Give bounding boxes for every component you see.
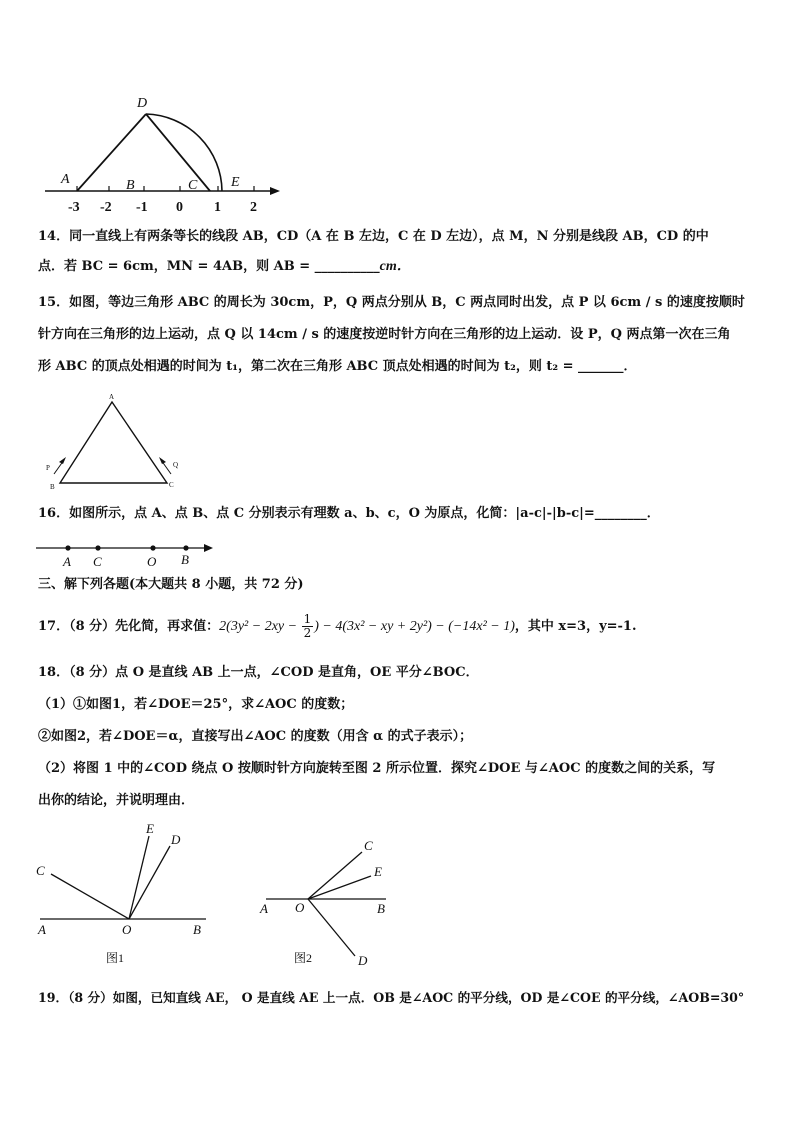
label-E: E (374, 864, 382, 879)
numberline-figure (40, 92, 290, 217)
q14-line1: 14．同一直线上有两条等长的线段 AB，CD（A 在 B 左边，C 在 D 左边），点 M，N 分别是线段 AB，CD 的中 (38, 229, 709, 244)
vertex-A: A (109, 393, 115, 401)
q18-line2: （1）①如图1，若∠DOE＝25°，求∠AOC 的度数； (38, 697, 354, 712)
point-E: E (231, 175, 240, 190)
tick-label: -3 (68, 200, 80, 215)
q18-line1: 18．（8 分）点 O 是直线 AB 上一点，∠COD 是直角，OE 平分∠BOC． (38, 665, 479, 680)
point-B: B (126, 178, 135, 193)
label-C: C (364, 838, 373, 853)
point-B: B (181, 552, 189, 567)
vertex-C: C (169, 481, 174, 489)
section-heading: 三、解下列各题(本大题共 8 小题，共 72 分) (38, 577, 304, 592)
vertex-B: B (50, 483, 55, 491)
tick-label: -1 (136, 200, 148, 215)
point-A: A (61, 172, 70, 187)
label-D: D (171, 832, 181, 847)
point-C: C (93, 554, 102, 569)
label-A: A (260, 901, 268, 916)
tick-label: 2 (250, 200, 257, 215)
point-D: D (137, 96, 148, 111)
point-C: C (188, 178, 198, 193)
label-B: B (193, 922, 201, 937)
point-Q: Q (173, 461, 179, 469)
q14-line2: 点．若 BC = 6cm，MN = 4AB，则 AB = __________cm． (38, 259, 411, 274)
q18-line4: （2）将图 1 中的∠COD 绕点 O 按顺时针方向旋转至图 2 所示位置．探究∠DOE 与∠AOC 的度数之间的关系，写 (38, 761, 716, 776)
tick-label: 1 (214, 200, 221, 215)
label-E: E (146, 821, 154, 836)
q15-line1: 15．如图，等边三角形 ABC 的周长为 30cm，P，Q 两点分别从 B，C 两点同时出发，点 P 以 6cm / s 的速度按顺时 (38, 295, 745, 310)
q16-text: 16．如图所示，点 A、点 B、点 C 分别表示有理数 a、b、c，O 为原点，化简：|a-c|-|b-c|=________． (38, 506, 660, 521)
figure-2-caption: 图2 (294, 951, 313, 965)
figure-2 (258, 830, 408, 975)
label-B: B (377, 901, 385, 916)
q18-line5: 出你的结论，并说明理由． (38, 793, 195, 808)
q18-line3: ②如图2，若∠DOE＝α，直接写出∠AOC 的度数（用含 α 的式子表示）； (38, 729, 473, 744)
q16-numberline (36, 538, 216, 570)
tick-label: -2 (100, 200, 112, 215)
label-D: D (358, 953, 368, 968)
label-C: C (36, 863, 45, 878)
label-O: O (295, 900, 305, 915)
q15-line2: 针方向在三角形的边上运动，点 Q 以 14cm / s 的速度按逆时针方向在三角形的边上运动．设 P，Q 两点第一次在三角 (38, 327, 731, 342)
point-O: O (147, 554, 157, 569)
label-O: O (122, 922, 132, 937)
tick-label: 0 (176, 200, 183, 215)
label-A: A (38, 922, 46, 937)
figure-1 (34, 818, 214, 968)
q17: 17．（8 分）先化简，再求值：2(3y² − 2xy − $\frac{1}{2}$ ) − 4(3x² − xy + 2y²) − (−14x² − 1)，其中 x=3，y=-1. (38, 612, 637, 640)
triangle-figure (44, 392, 184, 492)
figure-1-caption: 图1 (106, 951, 125, 965)
point-P: P (46, 464, 50, 472)
q19-line1: 19．（8 分）如图，已知直线 AE， O 是直线 AE 上一点．OB 是∠AOC 的平分线，OD 是∠COE 的平分线，∠AOB=30° (38, 990, 745, 1005)
point-A: A (63, 554, 71, 569)
q15-line3: 形 ABC 的顶点处相遇的时间为 t₁，第二次在三角形 ABC 顶点处相遇的时间为 t₂，则 t₂ = _______． (38, 359, 637, 374)
fraction: $\frac{1}{2}$ (303, 612, 312, 640)
